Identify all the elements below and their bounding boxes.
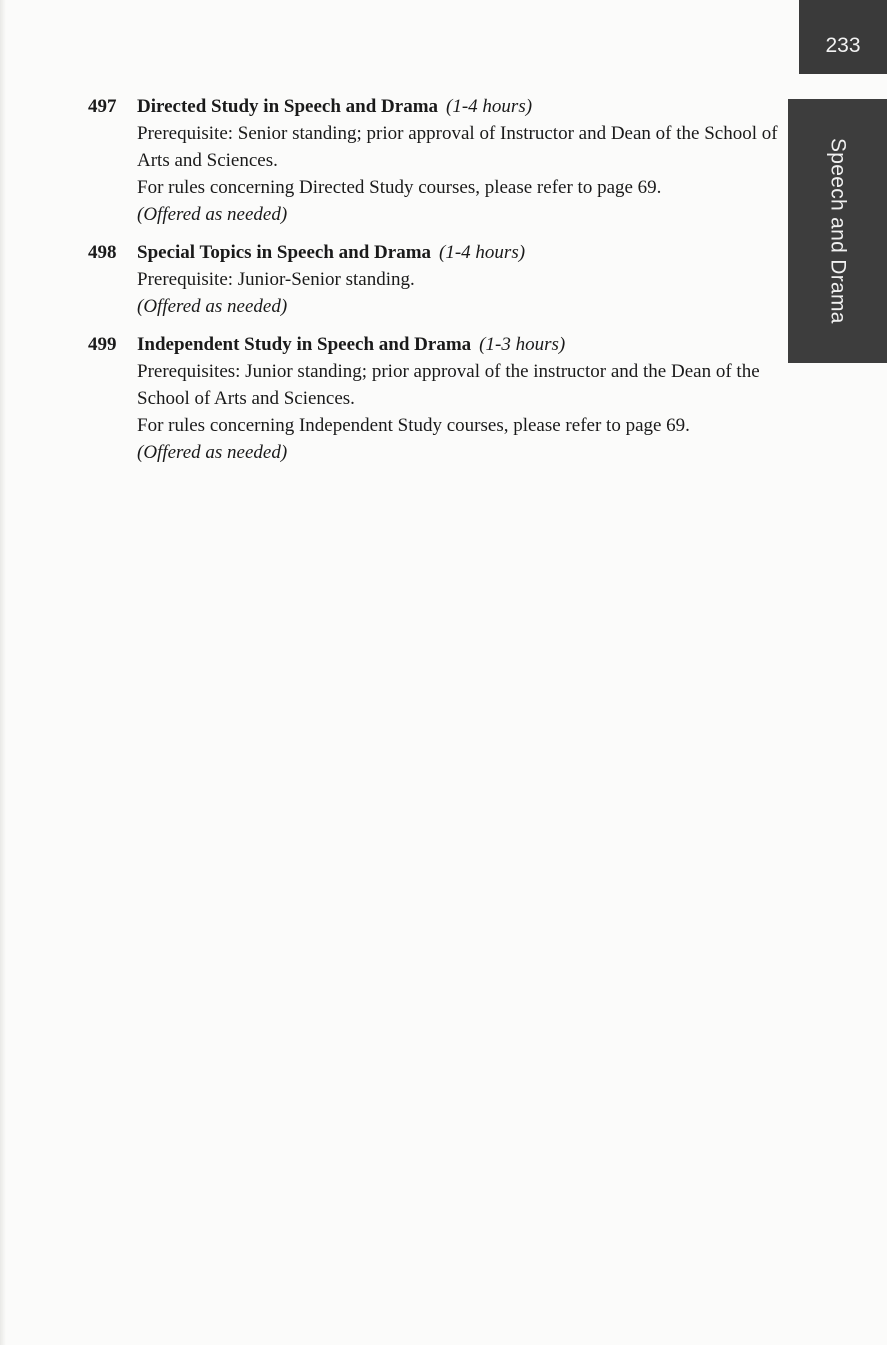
course-entry [88,239,778,320]
scan-edge [0,0,6,1345]
course-body [137,331,778,466]
course-heading [137,239,778,266]
course-hours: (1-4 hours) [439,242,526,263]
course-offered: (Offered as needed) [137,296,288,317]
page-number-tab [799,0,887,74]
page-number: 233 [825,34,861,57]
course-rules: For rules concerning Directed Study courses, please refer to page 69. [137,177,662,198]
course-heading [137,331,778,358]
section-tab-label: Speech and Drama [826,138,850,324]
course-offered: (Offered as needed) [137,204,288,225]
course-prerequisite: Prerequisites: Junior standing; prior approval of the instructor and the Dean of the School of Arts and Sciences. [137,361,760,409]
course-body [137,239,778,320]
course-number: 499 [88,334,117,355]
course-body [137,93,778,228]
course-offered: (Offered as needed) [137,442,288,463]
course-entry [88,93,778,228]
section-tab [788,99,887,363]
course-hours: (1-3 hours) [479,334,566,355]
course-title: Special Topics in Speech and Drama [137,242,432,263]
course-title: Independent Study in Speech and Drama [137,334,472,355]
course-rules: For rules concerning Independent Study courses, please refer to page 69. [137,415,690,436]
course-number: 498 [88,242,117,263]
course-hours: (1-4 hours) [446,96,533,117]
course-heading [137,93,778,120]
course-title: Directed Study in Speech and Drama [137,96,439,117]
course-prerequisite: Prerequisite: Senior standing; prior approval of Instructor and Dean of the School of Arts and Sciences. [137,123,778,171]
course-list [88,93,778,477]
course-prerequisite: Prerequisite: Junior-Senior standing. [137,269,415,290]
course-entry [88,331,778,466]
course-number: 497 [88,96,117,117]
